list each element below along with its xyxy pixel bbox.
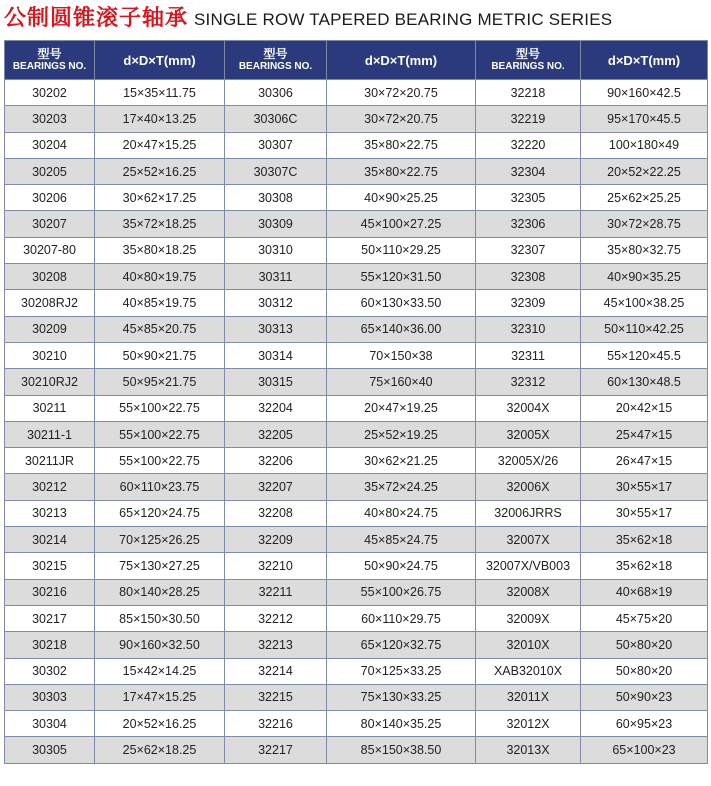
table-row [5,474,708,500]
dimensions-cell: 40×85×19.75 [95,290,225,316]
dimensions-cell: 50×90×24.75 [327,553,476,579]
bearing-no-cell: 32218 [476,80,581,106]
bearing-no-cell: 32220 [476,132,581,158]
dimensions-cell: 15×42×14.25 [95,658,225,684]
bearing-no-cell: 30313 [225,316,327,342]
bearing-no-cell: 32212 [225,605,327,631]
bearing-no-cell: 32006JRRS [476,500,581,526]
bearing-no-cell: 30309 [225,211,327,237]
dimensions-cell: 25×52×19.25 [327,421,476,447]
dimensions-cell: 75×160×40 [327,369,476,395]
bearing-no-cell: 30217 [5,605,95,631]
bearing-no-cell: 30202 [5,80,95,106]
bearing-no-cell: 30314 [225,342,327,368]
table-row [5,553,708,579]
bearing-no-cell: 32311 [476,342,581,368]
dimensions-cell: 35×72×18.25 [95,211,225,237]
title-english: SINGLE ROW TAPERED BEARING METRIC SERIES [194,10,613,29]
bearing-no-cell: 32304 [476,158,581,184]
dimensions-cell: 25×62×18.25 [95,737,225,763]
dimensions-cell: 35×72×24.25 [327,474,476,500]
dimensions-cell: 55×100×26.75 [327,579,476,605]
dimensions-cell: 35×62×18 [581,527,708,553]
bearing-no-cell: 32219 [476,106,581,132]
dimensions-cell: 70×125×26.25 [95,527,225,553]
dimensions-cell: 65×120×24.75 [95,500,225,526]
bearing-no-cell: 32207 [225,474,327,500]
table-row [5,342,708,368]
bearing-no-cell: 30205 [5,158,95,184]
dimensions-cell: 30×72×20.75 [327,80,476,106]
dimensions-cell: 70×125×33.25 [327,658,476,684]
header-dimensions: d×D×T(mm) [327,41,476,80]
dimensions-cell: 30×72×28.75 [581,211,708,237]
bearing-no-cell: 32007X/VB003 [476,553,581,579]
bearing-no-cell: 30310 [225,237,327,263]
dimensions-cell: 80×140×28.25 [95,579,225,605]
dimensions-cell: 26×47×15 [581,448,708,474]
title-chinese: 公制圆锥滚子轴承 [4,6,189,31]
bearing-no-cell: 32305 [476,185,581,211]
bearing-no-cell: 32309 [476,290,581,316]
dimensions-cell: 35×80×18.25 [95,237,225,263]
header-model-en: BEARINGS NO. [12,60,87,72]
bearing-no-cell: 30206 [5,185,95,211]
bearing-no-cell: 30214 [5,527,95,553]
table-row [5,527,708,553]
bearing-no-cell: 30209 [5,316,95,342]
header-model-en: BEARINGS NO. [491,60,565,72]
dimensions-cell: 90×160×32.50 [95,632,225,658]
table-row [5,711,708,737]
table-row [5,132,708,158]
header-model-cn: 型号 [263,46,288,61]
bearing-no-cell: 32204 [225,395,327,421]
dimensions-cell: 35×62×18 [581,553,708,579]
bearing-no-cell: 32004X [476,395,581,421]
bearing-no-cell: 32013X [476,737,581,763]
dimensions-cell: 50×90×23 [581,684,708,710]
table-row [5,211,708,237]
page-title [0,0,711,36]
table-row [5,290,708,316]
dimensions-cell: 20×47×19.25 [327,395,476,421]
dimensions-cell: 25×52×16.25 [95,158,225,184]
bearing-no-cell: 30210RJ2 [5,369,95,395]
bearing-no-cell: 32009X [476,605,581,631]
dimensions-cell: 30×55×17 [581,500,708,526]
bearing-no-cell: 32213 [225,632,327,658]
bearing-no-cell: 30304 [5,711,95,737]
table-row [5,316,708,342]
dimensions-cell: 30×72×20.75 [327,106,476,132]
bearing-no-cell: 32214 [225,658,327,684]
header-bearing-no [476,41,581,80]
bearing-no-cell: 30210 [5,342,95,368]
bearing-no-cell: 30308 [225,185,327,211]
bearing-no-cell: 32306 [476,211,581,237]
dimensions-cell: 45×85×20.75 [95,316,225,342]
dimensions-cell: 65×100×23 [581,737,708,763]
dimensions-cell: 45×100×38.25 [581,290,708,316]
dimensions-cell: 75×130×33.25 [327,684,476,710]
dimensions-cell: 60×110×23.75 [95,474,225,500]
table-row [5,737,708,763]
table-row [5,369,708,395]
dimensions-cell: 20×42×15 [581,395,708,421]
bearing-no-cell: 30307C [225,158,327,184]
dimensions-cell: 60×130×33.50 [327,290,476,316]
header-model-cn: 型号 [515,46,540,61]
table-row [5,684,708,710]
dimensions-cell: 40×90×35.25 [581,264,708,290]
bearing-no-cell: 30312 [225,290,327,316]
bearing-no-cell: 30218 [5,632,95,658]
table-row [5,632,708,658]
bearing-no-cell: 32007X [476,527,581,553]
bearing-no-cell: 30207 [5,211,95,237]
table-row [5,421,708,447]
dimensions-cell: 55×100×22.75 [95,395,225,421]
bearing-no-cell: 30213 [5,500,95,526]
bearing-no-cell: 32005X [476,421,581,447]
dimensions-cell: 40×80×24.75 [327,500,476,526]
bearing-no-cell: 30215 [5,553,95,579]
bearing-no-cell: 30311 [225,264,327,290]
table-row [5,158,708,184]
dimensions-cell: 15×35×11.75 [95,80,225,106]
dimensions-cell: 45×100×27.25 [327,211,476,237]
dimensions-cell: 50×95×21.75 [95,369,225,395]
bearing-no-cell: 30302 [5,658,95,684]
header-bearing-no [225,41,327,80]
bearing-no-cell: 30212 [5,474,95,500]
dimensions-cell: 90×160×42.5 [581,80,708,106]
dimensions-cell: 30×62×17.25 [95,185,225,211]
dimensions-cell: 60×110×29.75 [327,605,476,631]
dimensions-cell: 100×180×49 [581,132,708,158]
dimensions-cell: 30×55×17 [581,474,708,500]
header-dimensions: d×D×T(mm) [581,41,708,80]
dimensions-cell: 20×52×22.25 [581,158,708,184]
dimensions-cell: 17×47×15.25 [95,684,225,710]
dimensions-cell: 50×80×20 [581,658,708,684]
dimensions-cell: 45×85×24.75 [327,527,476,553]
dimensions-cell: 40×90×25.25 [327,185,476,211]
dimensions-cell: 20×52×16.25 [95,711,225,737]
table-body [5,80,708,764]
dimensions-cell: 55×120×45.5 [581,342,708,368]
dimensions-cell: 85×150×38.50 [327,737,476,763]
bearing-no-cell: 30305 [5,737,95,763]
table-header-row [5,41,708,80]
bearing-no-cell: 30204 [5,132,95,158]
dimensions-cell: 45×75×20 [581,605,708,631]
bearing-no-cell: 30306C [225,106,327,132]
bearing-no-cell: 30315 [225,369,327,395]
bearing-no-cell: 32011X [476,684,581,710]
bearing-no-cell: 30211-1 [5,421,95,447]
bearing-no-cell: 30211 [5,395,95,421]
bearing-no-cell: 30303 [5,684,95,710]
dimensions-cell: 25×62×25.25 [581,185,708,211]
bearing-no-cell: 32209 [225,527,327,553]
bearing-no-cell: 32205 [225,421,327,447]
bearing-no-cell: 30203 [5,106,95,132]
bearing-no-cell: 32206 [225,448,327,474]
bearing-no-cell: 30208 [5,264,95,290]
dimensions-cell: 50×110×42.25 [581,316,708,342]
dimensions-cell: 55×100×22.75 [95,421,225,447]
dimensions-cell: 85×150×30.50 [95,605,225,631]
table-row [5,237,708,263]
table-row [5,500,708,526]
dimensions-cell: 20×47×15.25 [95,132,225,158]
dimensions-cell: 17×40×13.25 [95,106,225,132]
table-row [5,80,708,106]
header-bearing-no [5,41,95,80]
bearing-no-cell: 32215 [225,684,327,710]
table-row [5,448,708,474]
bearing-no-cell: 32216 [225,711,327,737]
bearing-no-cell: 32308 [476,264,581,290]
bearing-no-cell: 32010X [476,632,581,658]
table-row [5,106,708,132]
dimensions-cell: 60×95×23 [581,711,708,737]
bearing-no-cell: 32312 [476,369,581,395]
bearing-no-cell: 30306 [225,80,327,106]
bearing-no-cell: 32210 [225,553,327,579]
table-row [5,658,708,684]
bearing-no-cell: 32208 [225,500,327,526]
dimensions-cell: 95×170×45.5 [581,106,708,132]
dimensions-cell: 55×100×22.75 [95,448,225,474]
bearing-no-cell: 32310 [476,316,581,342]
table-row [5,185,708,211]
table-row [5,395,708,421]
dimensions-cell: 75×130×27.25 [95,553,225,579]
dimensions-cell: 70×150×38 [327,342,476,368]
table-row [5,605,708,631]
table-row [5,579,708,605]
table-row [5,264,708,290]
dimensions-cell: 40×80×19.75 [95,264,225,290]
dimensions-cell: 80×140×35.25 [327,711,476,737]
bearing-spec-table [4,40,708,764]
bearing-no-cell: 32008X [476,579,581,605]
bearing-no-cell: 30216 [5,579,95,605]
dimensions-cell: 35×80×22.75 [327,132,476,158]
bearing-no-cell: 32012X [476,711,581,737]
dimensions-cell: 65×120×32.75 [327,632,476,658]
dimensions-cell: 50×110×29.25 [327,237,476,263]
bearing-no-cell: 32211 [225,579,327,605]
header-dimensions: d×D×T(mm) [95,41,225,80]
dimensions-cell: 30×62×21.25 [327,448,476,474]
bearing-no-cell: 30207-80 [5,237,95,263]
bearing-no-cell: 32005X/26 [476,448,581,474]
header-model-en: BEARINGS NO. [238,60,313,72]
bearing-no-cell: 30307 [225,132,327,158]
bearing-no-cell: 32307 [476,237,581,263]
bearing-no-cell: 30211JR [5,448,95,474]
bearing-no-cell: 30208RJ2 [5,290,95,316]
dimensions-cell: 50×90×21.75 [95,342,225,368]
dimensions-cell: 35×80×22.75 [327,158,476,184]
dimensions-cell: 35×80×32.75 [581,237,708,263]
bearing-no-cell: 32217 [225,737,327,763]
dimensions-cell: 40×68×19 [581,579,708,605]
bearing-no-cell: XAB32010X [476,658,581,684]
dimensions-cell: 65×140×36.00 [327,316,476,342]
dimensions-cell: 25×47×15 [581,421,708,447]
header-model-cn: 型号 [37,46,62,61]
bearing-no-cell: 32006X [476,474,581,500]
dimensions-cell: 55×120×31.50 [327,264,476,290]
dimensions-cell: 60×130×48.5 [581,369,708,395]
dimensions-cell: 50×80×20 [581,632,708,658]
